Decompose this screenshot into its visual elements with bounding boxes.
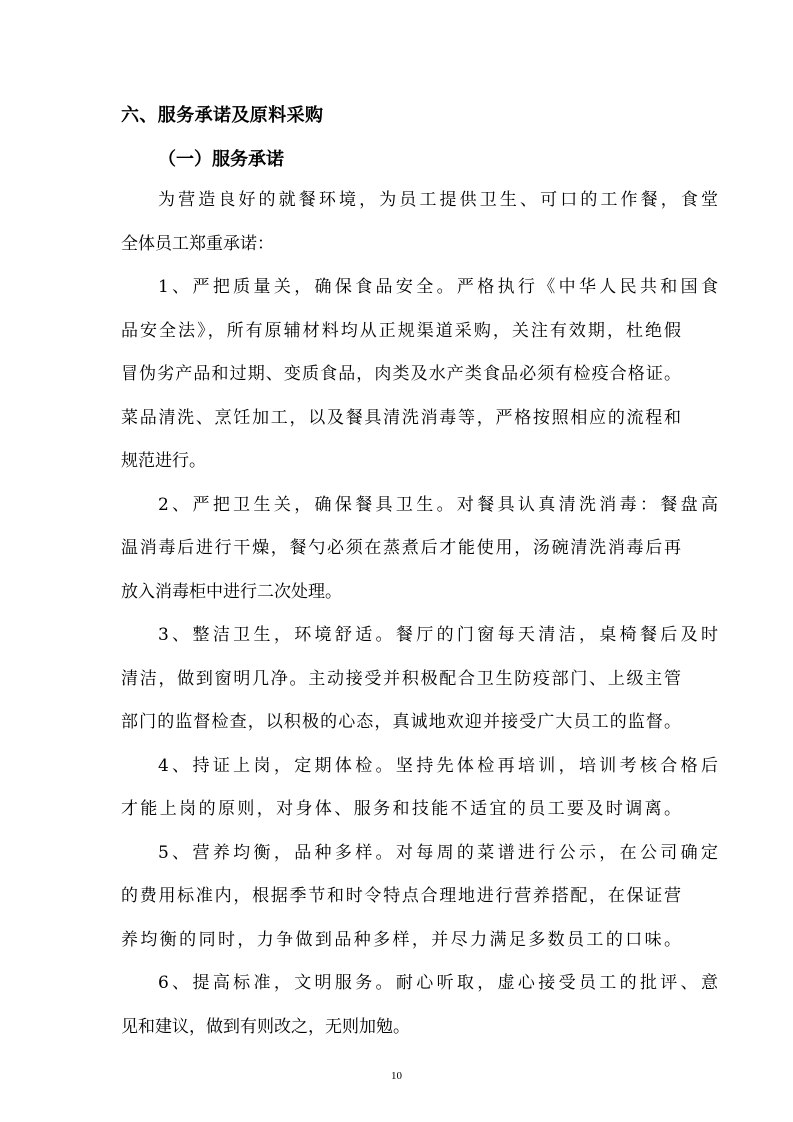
- paragraph-line: 全体员工郑重承诺：: [121, 234, 274, 254]
- subsection-heading: （一）服务承诺: [158, 149, 284, 170]
- paragraph-line: 品安全法》，所有原辅材料均从正规渠道采购，关注有效期，杜绝假: [121, 321, 681, 341]
- paragraph-line: 的费用标准内，根据季节和时令特点合理地进行营养搭配，在保证营: [121, 886, 681, 906]
- paragraph-line: 温消毒后进行干燥，餐勺必须在蒸煮后才能使用，汤碗清洗消毒后再: [121, 538, 681, 558]
- paragraph-line: 菜品清洗、烹饪加工，以及餐具清洗消毒等，严格按照相应的流程和: [121, 408, 681, 428]
- paragraph-line: 2、严把卫生关，确保餐具卫生。对餐具认真清洗消毒：餐盘高: [158, 495, 718, 515]
- paragraph-line: 冒伪劣产品和过期、变质食品，肉类及水产类食品必须有检疫合格证。: [121, 364, 681, 384]
- paragraph-line: 5、营养均衡，品种多样。对每周的菜谱进行公示，在公司确定: [158, 843, 718, 863]
- paragraph-line: 4、持证上岗，定期体检。坚持先体检再培训，培训考核合格后: [158, 756, 718, 776]
- paragraph-line: 见和建议，做到有则改之，无则加勉。: [121, 1017, 410, 1037]
- section-heading: 六、服务承诺及原料采购: [121, 105, 324, 126]
- paragraph-line: 部门的监督检查，以积极的心态，真诚地欢迎并接受广大员工的监督。: [121, 712, 681, 732]
- paragraph-line: 6、提高标准，文明服务。耐心听取，虚心接受员工的批评、意: [158, 973, 718, 993]
- paragraph-line: 规范进行。: [121, 451, 206, 471]
- paragraph-line: 为营造良好的就餐环境，为员工提供卫生、可口的工作餐，食堂: [158, 190, 718, 210]
- paragraph-line: 养均衡的同时，力争做到品种多样，并尽力满足多数员工的口味。: [121, 930, 681, 950]
- paragraph-line: 放入消毒柜中进行二次处理。: [121, 582, 342, 602]
- paragraph-line: 才能上岗的原则，对身体、服务和技能不适宜的员工要及时调离。: [121, 799, 681, 819]
- paragraph-line: 1、严把质量关，确保食品安全。严格执行《中华人民共和国食: [158, 277, 718, 297]
- paragraph-line: 清洁，做到窗明几净。主动接受并积极配合卫生防疫部门、上级主管: [121, 669, 681, 689]
- page-number: 10: [391, 1070, 402, 1082]
- paragraph-line: 3、整洁卫生，环境舒适。餐厅的门窗每天清洁，桌椅餐后及时: [158, 625, 718, 645]
